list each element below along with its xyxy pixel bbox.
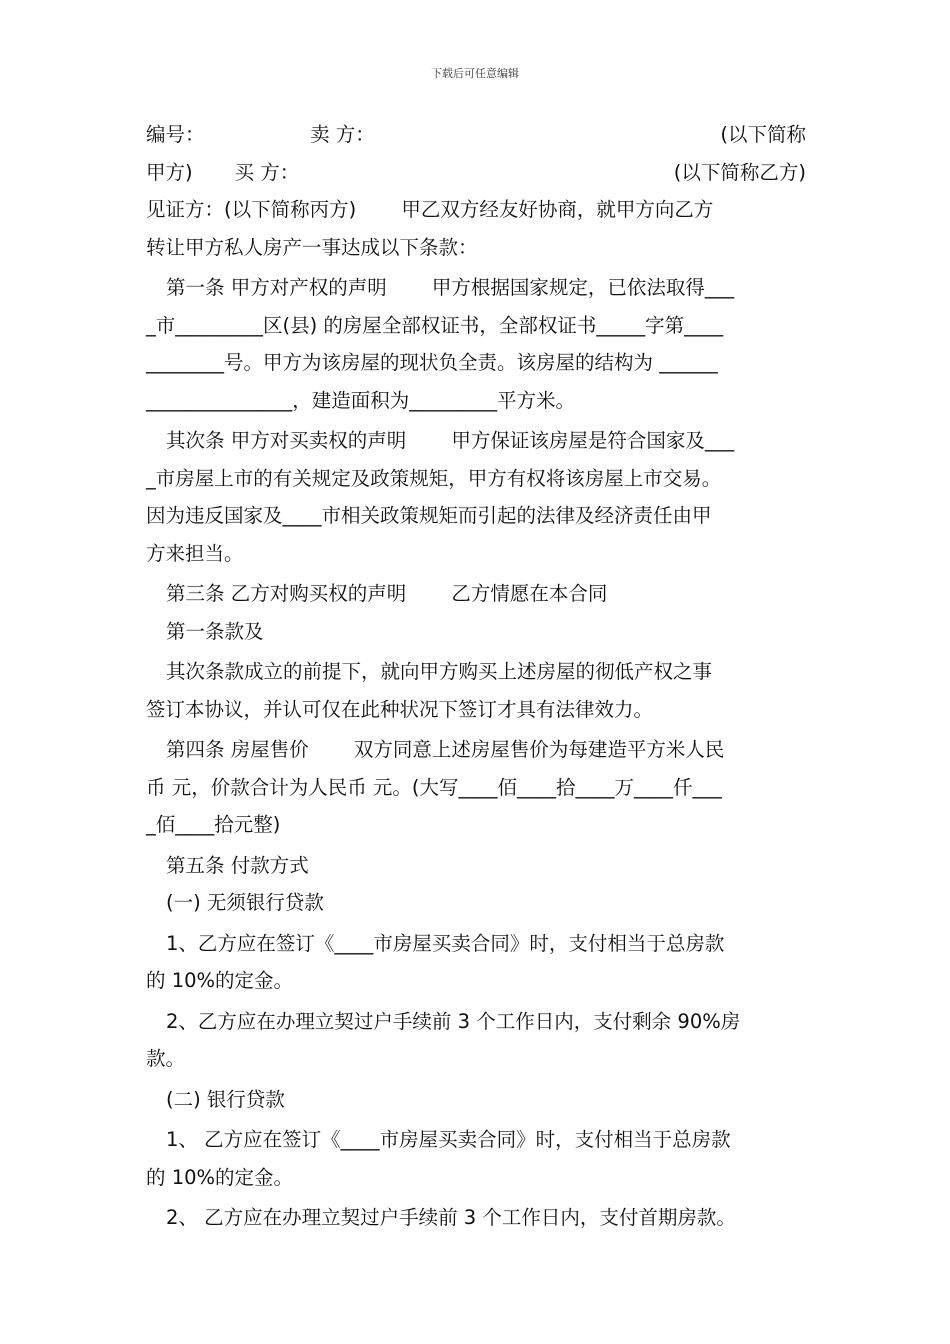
no-loan-item-1-line-1: 1、乙方应在签订《____市房屋买卖合同》时，支付相当于总房款 bbox=[166, 931, 725, 955]
article-4-line-2: 币 元，价款合计为人民币 元。(大写____佰____拾____万____仟___ bbox=[146, 775, 722, 799]
section-bank-loan: (二) 银行贷款 bbox=[166, 1087, 285, 1111]
intro-line-2 bbox=[146, 154, 806, 192]
no-loan-item-1-line-2: 的 10%的定金。 bbox=[146, 969, 294, 992]
article-2-line-1: 其次条 甲方对买卖权的声明 甲方保证该房屋是符合国家及___ bbox=[166, 429, 735, 452]
article-3-line-3: 其次条款成立的前提下，就向甲方购买上述房屋的彻低产权之事 bbox=[166, 660, 713, 683]
intro-line-3: 见证方：(以下简称丙方) 甲乙双方经友好协商，就甲方向乙方 bbox=[146, 198, 714, 221]
loan-item-1-line-2: 的 10%的定金。 bbox=[146, 1165, 294, 1189]
serial-number-label: 编号： bbox=[146, 123, 205, 146]
loan-item-1-line-1: 1、 乙方应在签订《____市房屋买卖合同》时，支付相当于总房款 bbox=[166, 1128, 731, 1151]
article-3-line-1: 第三条 乙方对购买权的声明 乙方情愿在本合同 bbox=[166, 582, 608, 605]
no-loan-item-2-line-2: 款。 bbox=[146, 1047, 186, 1070]
no-loan-item-2-line-1: 2、乙方应在办理立契过户手续前 3 个工作日内，支付剩余 90%房 bbox=[166, 1009, 741, 1033]
intro-line-1 bbox=[146, 116, 806, 154]
party-a-label: 甲方) bbox=[146, 160, 193, 184]
article-5-title: 第五条 付款方式 bbox=[166, 853, 309, 877]
article-4-line-1: 第四条 房屋售价 双方同意上述房屋售价为每建造平方米人民 bbox=[166, 738, 725, 761]
article-2-line-3: 因为违反国家及____市相关政策规矩而引起的法律及经济责任由甲 bbox=[146, 504, 712, 527]
contract-body bbox=[146, 116, 806, 1237]
article-1-line-3: ________号。甲方为该房屋的现状负全责。该房屋的结构为 ______ bbox=[146, 351, 718, 374]
buyer-abbrev: (以下简称乙方) bbox=[673, 160, 806, 184]
loan-item-2-line-1: 2、 乙方应在办理立契过户手续前 3 个工作日内，支付首期房款。 bbox=[166, 1206, 736, 1229]
article-3-line-4: 签订本协议，并认可仅在此种状况下签订才具有法律效力。 bbox=[146, 697, 654, 721]
seller-label: 卖 方： bbox=[310, 123, 375, 146]
buyer-label: 买 方： bbox=[234, 160, 300, 184]
article-1-line-1: 第一条 甲方对产权的声明 甲方根据国家规定，已依法取得___ bbox=[166, 276, 735, 299]
seller-abbrev: (以下简称 bbox=[720, 123, 806, 146]
article-2-line-2: _市房屋上市的有关规定及政策规矩，甲方有权将该房屋上市交易。 bbox=[146, 466, 722, 490]
article-1-line-4: _______________，建造面积为_________平方米。 bbox=[146, 388, 576, 412]
article-2-line-4: 方来担当。 bbox=[146, 541, 244, 565]
article-1-line-2: _市_________区(县) 的房屋全部权证书，全部权证书_____字第____ bbox=[146, 313, 724, 337]
intro-line-4: 转让甲方私人房产一事达成以下条款： bbox=[146, 235, 478, 259]
section-no-loan: (一) 无须银行贷款 bbox=[166, 891, 324, 914]
page-header-note: 下载后可任意编辑 bbox=[431, 67, 519, 80]
article-3-line-2: 第一条款及 bbox=[166, 619, 264, 643]
article-4-line-3: _佰____拾元整) bbox=[146, 813, 281, 836]
